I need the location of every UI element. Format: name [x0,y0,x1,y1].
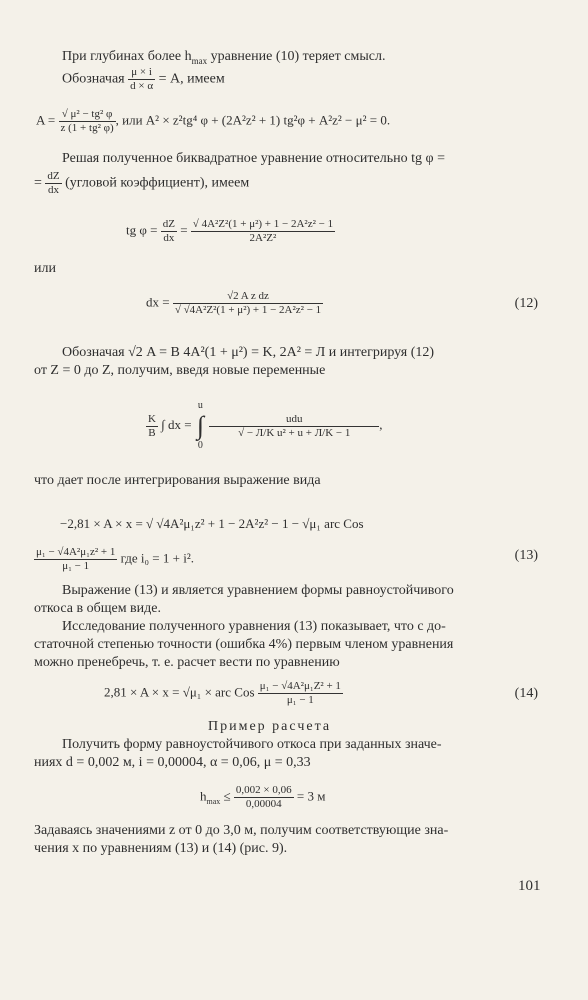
paragraph-line: Получить форму равноустойчивого откоса при заданных значе- [62,737,442,752]
formula-A: A = $\frac{\text{√ μ² − tg² φ}}{\text{z (1 + tg² φ)}}$ , или A² × z²tg⁴ φ + (2A²z² + 1) tg²φ + A²z² − μ² = 0. [36,108,391,134]
formula-tg: tg φ = $\frac{dZ}{dx}$ = $\frac{\text{√ 4A²Z²(1 + μ²) + 1 − 2A²z² − 1}}{\text{2A²Z²}}$ [126,218,334,244]
formula-integral: $\frac{K}{B}$ ∫ dx = u ∫ 0 $\frac{\text{udu}}{\text{√ − Л/K u² + u + Л/K − 1}}$ , [148,400,383,451]
page-number: 101 [518,878,541,894]
paragraph-line: Задаваясь значениями z от 0 до 3,0 м, получим соответствующие зна- [34,823,449,838]
paragraph-line: Решая полученное биквадратное уравнение относительно tg φ = [62,151,445,166]
equation-number-14: (14) [514,686,538,701]
paragraph-line: Обозначая $\frac{\mu \times i}{d \times \alpha}$ = A, имеем [62,66,225,92]
paragraph-line: Выражение (13) и является уравнением формы равноустойчивого [62,583,454,598]
formula-hmax: $h_{max}$ ≤ $\frac{0,002 \times 0,06}{0,00004}$ = 3 м [200,784,326,810]
paragraph-line: ниях d = 0,002 м, i = 0,00004, α = 0,06, μ = 0,33 [34,755,311,770]
paragraph-line: При глубинах более $h_{max}$ уравнение (10) теряет смысл. [62,49,386,66]
paragraph-line: = $\frac{dZ}{dx}$ (угловой коэффициент), имеем [34,170,250,196]
paragraph-line: Исследование полученного уравнения (13) показывает, что с до- [62,619,446,634]
paragraph-line: от Z = 0 до Z, получим, введя новые переменные [34,363,326,378]
paragraph-line: статочной степенью точности (ошибка 4%) первым членом уравнения [34,637,454,652]
paragraph-line: Обозначая √2 A = B 4A²(1 + μ²) = K, 2A² = Л и интегрируя (12) [62,345,435,360]
paragraph-line: можно пренебречь, т. е. расчет вести по уравнению [34,655,340,670]
word-or: или [34,261,56,276]
formula-13-line2: $\frac{\text{μ₁ − √4A²μ₁z² + 1}}{\text{μ₁ − 1}}$ где i₀ = 1 + i². [36,546,194,572]
paragraph-line: чения x по уравнениям (13) и (14) (рис. 9). [34,841,288,856]
formula-12: dx = $\frac{\text{√2 A z dz}}{\text{√ √4A²Z²(1 + μ²) + 1 − 2A²z² − 1}}$ [146,290,322,316]
paragraph-line: откоса в общем виде. [34,601,161,616]
equation-number-12: (12) [514,296,538,311]
paragraph-line: что дает после интегрирования выражение вида [34,473,321,488]
formula-14: 2,81 × A × x = √μ₁ × arc Cos $\frac{\text{μ₁ − √4A²μ₁Z² + 1}}{\text{μ₁ − 1}}$ [104,680,341,706]
equation-number-13: (13) [514,548,538,563]
section-heading: Пример расчета [208,719,332,734]
formula-13-line1: −2,81 × A × x = √ √4A²μ₁z² + 1 − 2A²z² − 1 − √μ₁ arc Cos [60,516,364,531]
